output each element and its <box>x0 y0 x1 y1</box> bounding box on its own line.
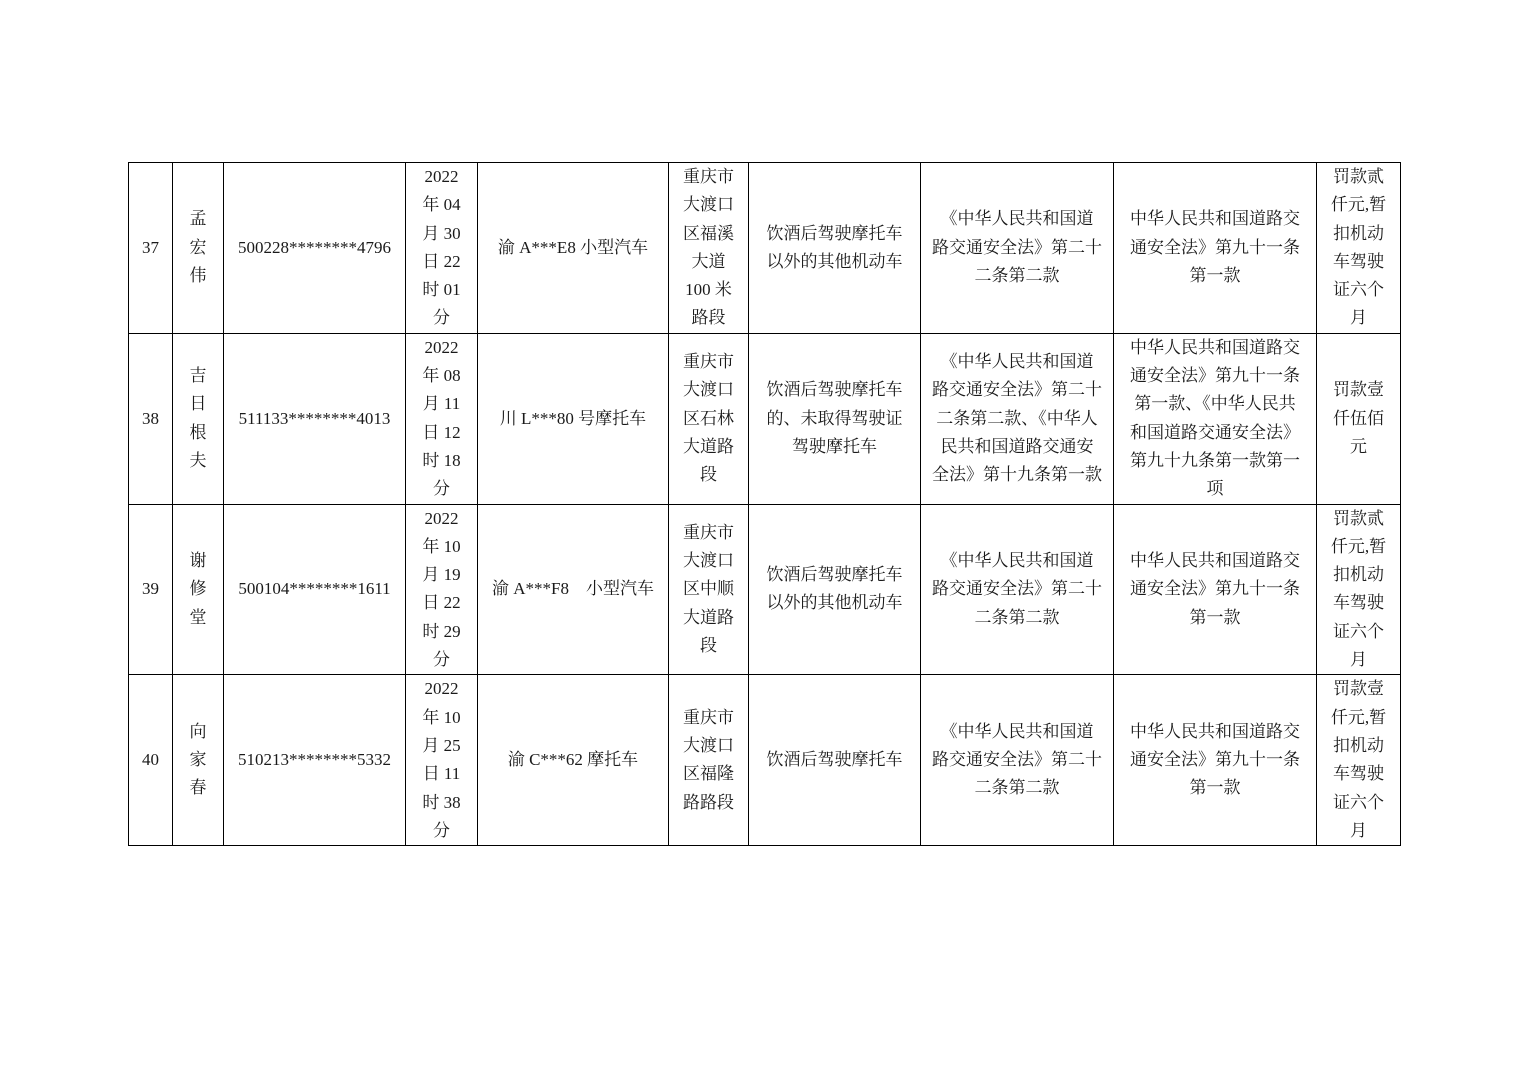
cell-location-line: 段 <box>700 465 717 485</box>
cell-id-number <box>224 504 406 675</box>
cell-violation-time-line: 2022 <box>424 679 459 699</box>
cell-location-line: 大道路 <box>683 607 734 627</box>
cell-violation-time-line: 分 <box>433 650 450 670</box>
cell-person-name-line: 日 <box>189 394 207 414</box>
cell-person-name <box>173 333 224 504</box>
cell-violation-time-line: 月 19 <box>422 565 461 585</box>
cell-violation-time-line: 月 11 <box>422 394 461 414</box>
table-row <box>129 675 1401 846</box>
cell-location-line: 大道 <box>691 251 726 271</box>
cell-location-line: 大渡口 <box>683 195 734 215</box>
cell-violation-line: 以外的其他机动车 <box>766 593 903 613</box>
cell-violation-time-line: 2022 <box>424 337 459 357</box>
cell-violation-time-line: 年 10 <box>422 536 461 556</box>
cell-serial-number-line: 37 <box>142 237 159 257</box>
cell-id-number-line: 500104********1611 <box>238 579 391 599</box>
cell-violation-line: 的、未取得驾驶证 <box>766 408 903 428</box>
cell-location-line: 区中顺 <box>683 579 734 599</box>
cell-vehicle <box>478 333 669 504</box>
cell-violated-law-line: 《中华人民共和国道 <box>940 351 1094 371</box>
cell-penalty-basis <box>1114 163 1317 334</box>
cell-person-name-line: 伟 <box>189 266 207 286</box>
cell-serial-number <box>129 163 173 334</box>
cell-person-name-line: 谢 <box>189 551 207 570</box>
cell-violated-law-line: 路交通安全法》第二十 <box>932 750 1102 770</box>
cell-penalty-line: 月 <box>1350 820 1367 840</box>
cell-violation-time <box>406 163 478 334</box>
cell-vehicle-line: 川 L***80 号摩托车 <box>499 408 647 428</box>
cell-violation-line: 饮酒后驾驶摩托车 <box>766 750 903 770</box>
cell-penalty-basis-line: 项 <box>1206 479 1224 499</box>
cell-penalty-line: 车驾驶 <box>1333 764 1384 784</box>
cell-location <box>669 675 749 846</box>
cell-penalty-basis-line: 中华人民共和国道路交 <box>1130 721 1300 741</box>
cell-penalty-basis-line: 第一款 <box>1189 266 1241 286</box>
cell-violation-line: 饮酒后驾驶摩托车 <box>766 380 903 400</box>
cell-vehicle <box>478 163 669 334</box>
cell-violated-law-line: 《中华人民共和国道 <box>940 721 1094 741</box>
cell-violated-law-line: 全法》第十九条第一款 <box>932 465 1102 485</box>
cell-location-line: 重庆市 <box>683 522 734 542</box>
cell-location-line: 大渡口 <box>683 380 734 400</box>
cell-person-name-line: 孟 <box>189 209 207 229</box>
cell-person-name <box>173 163 224 334</box>
cell-vehicle-line: 渝 A***F8 小型汽车 <box>492 579 654 599</box>
cell-person-name-line: 夫 <box>189 450 207 470</box>
cell-location-line: 重庆市 <box>683 707 734 727</box>
cell-violation-time-line: 分 <box>433 479 450 499</box>
table-row <box>129 504 1401 675</box>
cell-person-name-line: 向 <box>189 721 207 741</box>
cell-vehicle-line: 渝 A***E8 小型汽车 <box>497 237 649 257</box>
cell-violation-time-line: 时 29 <box>422 621 461 641</box>
cell-violation-time-line: 日 22 <box>422 593 461 613</box>
cell-violated-law-line: 二条第二款 <box>974 778 1060 798</box>
cell-violation-time-line: 日 11 <box>422 764 461 784</box>
cell-violation-time-line: 日 22 <box>422 251 461 271</box>
cell-id-number <box>224 675 406 846</box>
cell-violated-law <box>921 333 1114 504</box>
cell-penalty-basis <box>1114 675 1317 846</box>
cell-penalty-line: 罚款贰 <box>1333 508 1384 528</box>
cell-penalty-basis-line: 通安全法》第九十一条 <box>1130 750 1300 770</box>
cell-location-line: 区福溪 <box>683 223 734 243</box>
cell-violation-time <box>406 333 478 504</box>
cell-location <box>669 163 749 334</box>
cell-violation-line: 饮酒后驾驶摩托车 <box>766 565 903 585</box>
cell-penalty-basis-line: 第一款 <box>1189 607 1241 627</box>
cell-person-name-line: 根 <box>189 422 207 442</box>
cell-person-name-line: 堂 <box>189 607 207 627</box>
cell-penalty-basis-line: 中华人民共和国道路交 <box>1130 209 1300 229</box>
cell-violation-line: 以外的其他机动车 <box>766 251 903 271</box>
cell-penalty-basis-line: 中华人民共和国道路交 <box>1130 337 1300 357</box>
cell-penalty-line: 扣机动 <box>1333 735 1384 755</box>
cell-location-line: 区石林 <box>683 408 734 428</box>
cell-person-name-line: 修 <box>189 579 207 599</box>
cell-penalty-line: 月 <box>1350 650 1367 670</box>
cell-penalty-line: 扣机动 <box>1333 223 1384 243</box>
cell-violation <box>749 675 921 846</box>
cell-penalty-line: 证六个 <box>1333 621 1384 641</box>
cell-violated-law-line: 路交通安全法》第二十 <box>932 237 1102 257</box>
cell-penalty-basis-line: 通安全法》第九十一条 <box>1130 366 1300 386</box>
cell-violation-time-line: 时 18 <box>422 450 461 470</box>
cell-id-number-line: 511133********4013 <box>238 408 391 428</box>
cell-violation-time-line: 月 25 <box>422 735 461 755</box>
cell-violated-law <box>921 163 1114 334</box>
cell-violation-time <box>406 504 478 675</box>
cell-violation-time-line: 时 01 <box>422 280 461 300</box>
cell-violation-time-line: 时 38 <box>422 792 461 812</box>
cell-vehicle-line: 渝 C***62 摩托车 <box>507 750 639 770</box>
cell-violated-law-line: 路交通安全法》第二十 <box>932 380 1102 400</box>
cell-location-line: 重庆市 <box>683 351 734 371</box>
cell-penalty <box>1317 163 1401 334</box>
cell-serial-number <box>129 333 173 504</box>
cell-penalty-line: 仟元,暂 <box>1330 536 1387 556</box>
cell-violation-line: 驾驶摩托车 <box>792 436 877 456</box>
cell-violated-law-line: 《中华人民共和国道 <box>940 209 1094 229</box>
cell-violation-time-line: 日 12 <box>422 422 461 442</box>
table-body <box>129 163 1401 846</box>
cell-location-line: 大渡口 <box>683 551 734 570</box>
cell-violated-law <box>921 675 1114 846</box>
cell-penalty-line: 仟元,暂 <box>1330 707 1387 727</box>
cell-person-name-line: 吉 <box>189 366 207 386</box>
table-row <box>129 333 1401 504</box>
cell-penalty-basis-line: 第一款 <box>1189 778 1241 798</box>
cell-penalty-line: 仟伍佰 <box>1333 408 1384 428</box>
cell-person-name <box>173 504 224 675</box>
cell-penalty-basis-line: 和国道路交通安全法》 <box>1130 422 1300 442</box>
cell-person-name-line: 春 <box>189 778 207 798</box>
cell-violated-law <box>921 504 1114 675</box>
cell-violated-law-line: 二条第二款 <box>974 266 1060 286</box>
cell-violation-time-line: 2022 <box>424 167 459 186</box>
cell-location-line: 路段 <box>691 308 726 328</box>
table-row <box>129 163 1401 334</box>
cell-person-name-line: 家 <box>189 750 207 770</box>
cell-id-number-line: 500228********4796 <box>238 237 391 257</box>
cell-penalty <box>1317 333 1401 504</box>
cell-penalty-line: 证六个 <box>1333 280 1384 300</box>
cell-violation-line: 饮酒后驾驶摩托车 <box>766 223 903 243</box>
cell-serial-number-line: 39 <box>142 579 159 599</box>
cell-penalty-basis-line: 通安全法》第九十一条 <box>1130 237 1300 257</box>
cell-vehicle <box>478 504 669 675</box>
cell-serial-number <box>129 675 173 846</box>
cell-location-line: 路路段 <box>683 792 734 812</box>
cell-location-line: 大渡口 <box>683 735 734 755</box>
cell-penalty <box>1317 504 1401 675</box>
cell-penalty-line: 罚款壹 <box>1333 679 1384 699</box>
cell-location-line: 大道路 <box>683 436 734 456</box>
cell-violation <box>749 163 921 334</box>
cell-location-line: 100 米 <box>685 280 732 300</box>
cell-violation <box>749 504 921 675</box>
cell-penalty-line: 证六个 <box>1333 792 1384 812</box>
cell-penalty-basis-line: 第一款、《中华人民共 <box>1134 394 1296 414</box>
cell-serial-number <box>129 504 173 675</box>
cell-penalty-line: 扣机动 <box>1333 565 1384 585</box>
cell-violation-time-line: 年 04 <box>422 195 461 215</box>
cell-location-line: 段 <box>700 635 717 655</box>
cell-violation-time-line: 年 08 <box>422 366 461 386</box>
cell-id-number <box>224 163 406 334</box>
cell-penalty-line: 月 <box>1350 308 1367 328</box>
cell-violation-time-line: 2022 <box>424 508 459 528</box>
cell-vehicle <box>478 675 669 846</box>
cell-violation-time-line: 分 <box>433 308 450 328</box>
cell-violation-time <box>406 675 478 846</box>
cell-violation-time-line: 分 <box>433 820 450 840</box>
cell-location <box>669 504 749 675</box>
cell-penalty-line: 罚款壹 <box>1333 380 1384 400</box>
cell-violated-law-line: 二条第二款 <box>974 607 1060 627</box>
cell-location-line: 区福隆 <box>683 764 734 784</box>
cell-penalty-line: 仟元,暂 <box>1330 195 1387 215</box>
cell-penalty-line: 元 <box>1350 436 1367 456</box>
cell-violated-law-line: 《中华人民共和国道 <box>940 551 1094 570</box>
cell-penalty-basis-line: 第九十九条第一款第一 <box>1130 450 1300 470</box>
cell-id-number-line: 510213********5332 <box>238 750 391 770</box>
cell-violation-time-line: 年 10 <box>422 707 461 727</box>
cell-serial-number-line: 38 <box>142 408 159 428</box>
cell-location <box>669 333 749 504</box>
cell-person-name-line: 宏 <box>189 237 207 257</box>
cell-penalty-basis <box>1114 504 1317 675</box>
violation-records-table <box>128 162 1401 846</box>
cell-penalty-basis <box>1114 333 1317 504</box>
cell-serial-number-line: 40 <box>142 750 159 770</box>
cell-violated-law-line: 路交通安全法》第二十 <box>932 579 1102 599</box>
cell-penalty-line: 罚款贰 <box>1333 167 1384 186</box>
cell-id-number <box>224 333 406 504</box>
cell-location-line: 重庆市 <box>683 167 734 186</box>
cell-penalty-basis-line: 中华人民共和国道路交 <box>1130 551 1300 570</box>
cell-violated-law-line: 二条第二款、《中华人 <box>936 408 1098 428</box>
cell-violated-law-line: 民共和国道路交通安 <box>940 436 1094 456</box>
cell-person-name <box>173 675 224 846</box>
cell-penalty <box>1317 675 1401 846</box>
cell-penalty-line: 车驾驶 <box>1333 251 1384 271</box>
cell-violation-time-line: 月 30 <box>422 223 461 243</box>
cell-penalty-basis-line: 通安全法》第九十一条 <box>1130 579 1300 599</box>
cell-violation <box>749 333 921 504</box>
cell-penalty-line: 车驾驶 <box>1333 593 1384 613</box>
